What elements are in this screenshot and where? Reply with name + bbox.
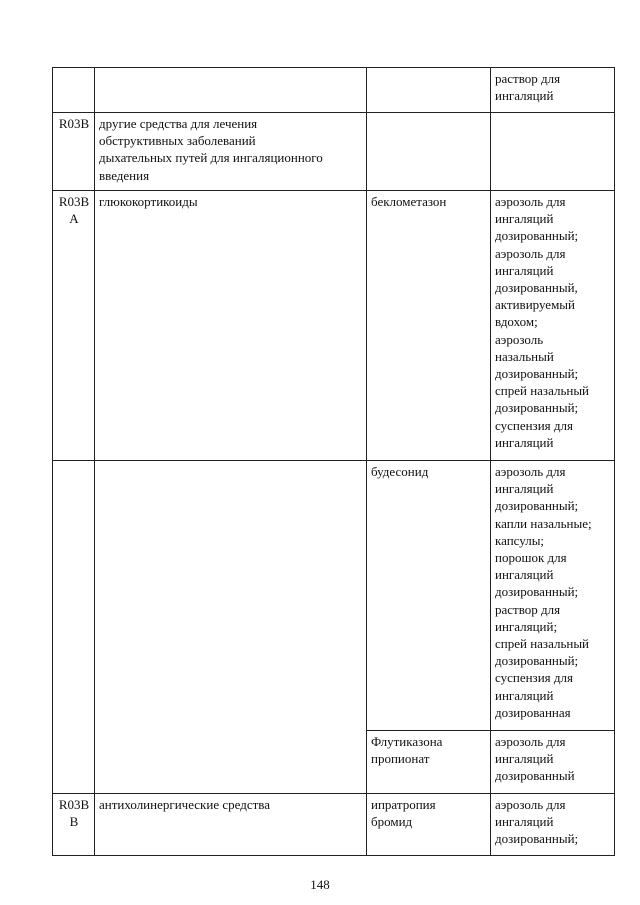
atc-code-line: A — [69, 211, 79, 227]
dosage-form-line: ингаляций — [495, 481, 554, 497]
dosage-form-line: дозированный; — [495, 831, 579, 847]
dosage-form-line: ингаляций — [495, 567, 554, 583]
group-name-cell — [95, 68, 367, 113]
group-name-line: дыхательных путей для ингаляционного — [99, 150, 323, 166]
dosage-form-line: дозированный, — [495, 280, 578, 296]
dosage-form-line: порошок для — [495, 550, 567, 566]
atc-code-cell: R03B — [53, 113, 95, 191]
inn-cell — [367, 68, 491, 113]
dosage-form-line: суспензия для — [495, 670, 573, 686]
dosage-form-line: аэрозоль для — [495, 734, 566, 749]
dosage-form-line: вдохом; — [495, 314, 538, 330]
dosage-form-line: аэрозоль для — [495, 194, 566, 209]
dosage-form-cell — [491, 731, 615, 794]
atc-code-line: B — [69, 814, 79, 830]
dosage-form-line: раствор для — [495, 71, 561, 86]
group-name-line: обструктивных заболеваний — [99, 133, 256, 149]
atc-code-line: R03B — [58, 194, 90, 209]
dosage-form-line: раствор для — [495, 601, 561, 617]
dosage-form-line: ингаляций — [495, 262, 554, 278]
table-row — [53, 68, 615, 113]
group-name-line: введения — [99, 167, 150, 183]
group-name-cell: глюкокортикоиды — [95, 191, 367, 461]
inn-cell: беклометазон — [367, 191, 491, 461]
dosage-form-line: назальный — [495, 348, 554, 364]
inn-cell: будесонид — [367, 461, 491, 731]
dosage-form-line: аэрозоль для — [495, 464, 566, 479]
inn-cell — [367, 731, 491, 794]
dosage-form-line: ингаляций — [495, 88, 554, 104]
dosage-form-line: активируемый — [495, 297, 575, 313]
dosage-form-line: ингаляций; — [495, 618, 558, 634]
dosage-form-line: спрей назальный — [495, 383, 590, 399]
group-name-line: другие средства для лечения — [99, 116, 258, 131]
dosage-form-cell — [491, 461, 615, 731]
drug-classification-table — [52, 67, 615, 856]
table-row — [53, 191, 615, 461]
dosage-form-cell — [491, 68, 615, 113]
dosage-form-line: ингаляций — [495, 687, 554, 703]
dosage-form-line: ингаляций — [495, 434, 554, 450]
dosage-form-cell — [491, 794, 615, 856]
atc-code-cell — [53, 68, 95, 113]
group-name-cell — [95, 461, 367, 794]
dosage-form-line: капли назальные; — [495, 515, 592, 531]
dosage-form-line: аэрозоль для — [495, 797, 566, 812]
dosage-form-line: ингаляций — [495, 814, 554, 830]
atc-code-line: R03B — [58, 797, 90, 812]
table-row — [53, 461, 615, 731]
dosage-form-line: дозированный; — [495, 366, 579, 382]
dosage-form-line: ингаляций — [495, 751, 554, 767]
dosage-form-line: дозированный; — [495, 498, 579, 514]
dosage-form-line: аэрозоль для — [495, 245, 566, 261]
inn-line: бромид — [371, 814, 413, 830]
dosage-form-line: дозированный; — [495, 228, 579, 244]
dosage-form-cell — [491, 191, 615, 461]
inn-line: ипратропия — [371, 797, 436, 812]
dosage-form-line: аэрозоль — [495, 331, 544, 347]
dosage-form-line: дозированный; — [495, 584, 579, 600]
dosage-form-cell — [491, 113, 615, 191]
dosage-form-line: дозированная — [495, 704, 571, 720]
inn-line: пропионат — [371, 751, 430, 767]
dosage-form-line: дозированный; — [495, 400, 579, 416]
inn-cell — [367, 794, 491, 856]
dosage-form-line: суспензия для — [495, 417, 573, 433]
atc-code-cell — [53, 794, 95, 856]
table-row — [53, 113, 615, 191]
group-name-cell — [95, 113, 367, 191]
inn-cell — [367, 113, 491, 191]
atc-code-cell — [53, 191, 95, 461]
dosage-form-line: дозированный — [495, 768, 575, 784]
dosage-form-line: дозированный; — [495, 653, 579, 669]
table-row — [53, 794, 615, 856]
group-name-cell: антихолинергические средства — [95, 794, 367, 856]
dosage-form-line: капсулы; — [495, 532, 545, 548]
dosage-form-line: ингаляций — [495, 211, 554, 227]
dosage-form-line: спрей назальный — [495, 636, 590, 652]
page-number: 148 — [310, 877, 330, 892]
inn-line: Флутиказона — [371, 734, 443, 749]
atc-code-cell — [53, 461, 95, 794]
